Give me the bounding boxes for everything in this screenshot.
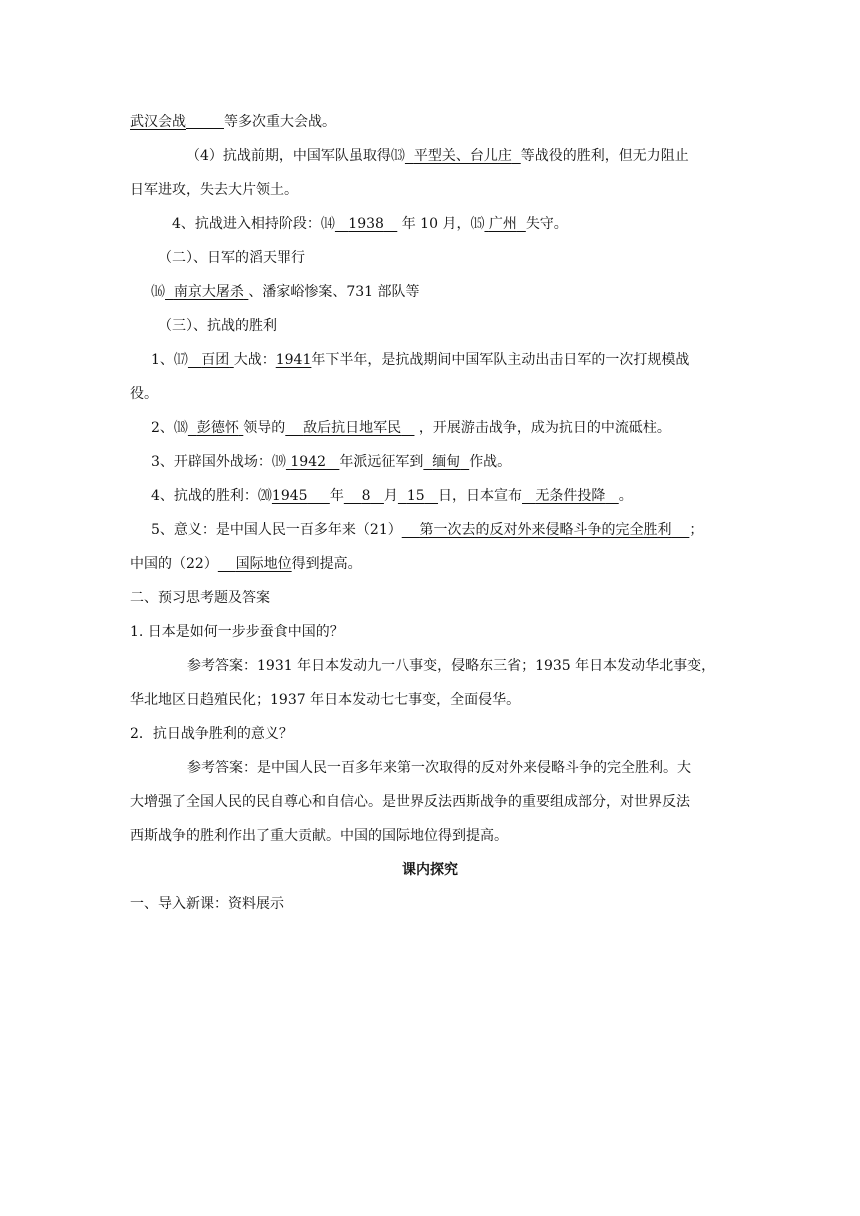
text-segment: 月 (383, 488, 398, 504)
answer-blank: 1941 (275, 352, 312, 368)
text-segment: 年下半年，是抗战期间中国军队主动出击日军的一次打规模战 (311, 352, 690, 368)
text-line (151, 418, 671, 438)
text-segment: 等战役的胜利，但无力阻止 (520, 148, 689, 164)
text-segment: （二）、日军的滔天罪行 (158, 250, 305, 266)
blank-line (186, 114, 224, 129)
text-segment: 年派远征军到 (339, 454, 424, 470)
text-segment: 4、抗战的胜利：⒇ (151, 488, 272, 504)
text-segment: 日军进攻，失去大片领土。 (130, 182, 298, 198)
text-segment: 5、意义：是中国人民一百多年来（21） (151, 522, 402, 538)
answer-blank: 缅甸 (432, 454, 461, 470)
text-segment: （4）抗战前期，中国军队虽取得⒀ (186, 148, 405, 164)
answer-blank: 广州 (488, 216, 517, 232)
text-line (130, 384, 158, 404)
text-line (130, 554, 362, 574)
answer-blank: 百团 (201, 352, 230, 368)
text-segment: ； (689, 522, 704, 538)
text-segment: （三）、抗战的胜利 (158, 318, 277, 334)
text-segment: 2．抗日战争胜利的意义？ (130, 726, 293, 742)
text-segment: 中国的（22） (130, 556, 218, 572)
text-line (186, 146, 689, 166)
text-segment: 3、开辟国外战场：⒆ (151, 454, 286, 470)
text-segment: 2、⒅ (151, 420, 188, 436)
text-line (151, 452, 511, 472)
section-heading (130, 894, 284, 914)
text-segment: 二、预习思考题及答案 (130, 590, 270, 606)
section-heading (130, 588, 270, 608)
answer-blank: 无条件投降 (535, 488, 606, 504)
answer-text (130, 792, 690, 812)
answer-blank: 彭德怀 (196, 420, 239, 436)
text-segment: 领导的 (243, 420, 286, 436)
text-segment: 得到提高。 (291, 556, 362, 572)
answer-blank: 1945 (271, 488, 308, 504)
answer-text (187, 758, 691, 778)
text-line (130, 112, 336, 132)
text-line (151, 282, 420, 302)
answer-blank: 南京大屠杀 (173, 284, 244, 300)
text-line (172, 214, 568, 234)
text-line (130, 180, 298, 200)
text-segment: 年 (329, 488, 344, 504)
text-segment: ，开展游击战争，成为抗日的中流砥柱。 (418, 420, 671, 436)
answer-blank: 第一次去的反对外来侵略斗争的完全胜利 (419, 522, 672, 538)
text-segment: 1. 日本是如何一步步蚕食中国的？ (130, 624, 344, 640)
answer-blank: 平型关、台儿庄 (413, 148, 512, 164)
text-segment: 役。 (130, 386, 158, 402)
text-segment: 一、导入新课：资料展示 (130, 896, 284, 912)
text-segment: 、潘家峪惨案、731 部队等 (248, 284, 420, 300)
answer-blank: 敌后抗日地军民 (303, 420, 402, 436)
answer-blank: 8 (361, 488, 371, 504)
text-line (151, 520, 703, 540)
text-line (151, 350, 689, 370)
answer-blank: 15 (406, 488, 425, 504)
text-segment: 年 10 月，⒂ (401, 216, 485, 232)
answer-blank: 1942 (290, 454, 327, 470)
answer-text (130, 690, 520, 710)
answer-text (187, 656, 715, 676)
answer-text (130, 826, 508, 846)
text-line (151, 486, 633, 506)
section-title: 课内探究 (402, 862, 458, 878)
text-segment: 日，日本宣布 (438, 488, 523, 504)
text-segment: 失守。 (525, 216, 568, 232)
section-heading (158, 248, 305, 268)
answer-blank: 国际地位 (235, 556, 292, 572)
text-segment: 华北地区日趋殖民化；1937 年日本发动七七事变，全面侵华。 (130, 692, 521, 708)
text-segment: 大增强了全国人民的民自尊心和自信心。是世界反法西斯战争的重要组成部分，对世界反法 (130, 794, 690, 810)
text-segment: 作战。 (469, 454, 512, 470)
text-segment: ⒃ (151, 284, 165, 300)
text-segment: 4、抗战进入相持阶段：⒁ (172, 216, 335, 232)
question (130, 622, 344, 642)
text-segment: 1、⒄ (151, 352, 188, 368)
section-heading (158, 316, 277, 336)
answer-blank: 武汉会战 (130, 114, 186, 130)
question (130, 724, 293, 744)
text-segment: 西斯战争的胜利作出了重大贡献。中国的国际地位得到提高。 (130, 828, 508, 844)
text-segment: 等多次重大会战。 (224, 114, 336, 130)
text-segment: 参考答案：是中国人民一百多年来第一次取得的反对外来侵略斗争的完全胜利。大 (187, 760, 691, 776)
answer-blank: 1938 (348, 216, 384, 232)
text-segment: 。 (618, 488, 633, 504)
text-segment: 大战： (233, 352, 276, 368)
text-segment: 参考答案：1931 年日本发动九一八事变，侵略东三省；1935 年日本发动华北事变， (187, 658, 716, 674)
